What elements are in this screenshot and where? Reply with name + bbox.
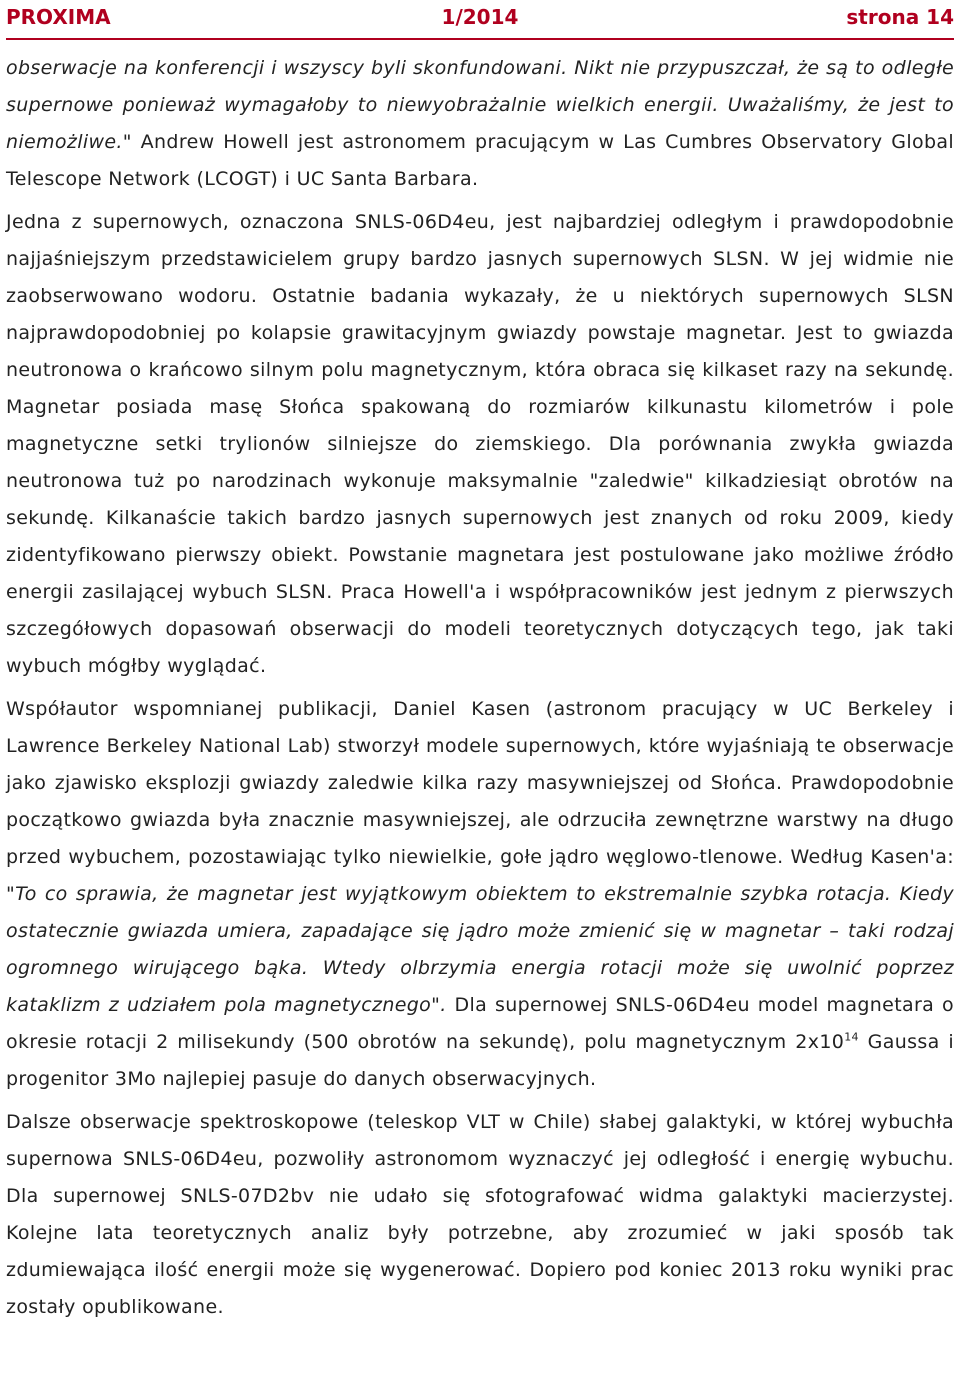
paragraph-3-intro: Współautor wspomnianej publikacji, Daniel Kasen (astronom pracujący w UC Berkeley i Lawrence Berkeley National Lab) stworzył modele supernowych, które wyjaśniają te obserwacje jako zjawisko eksplozji gwiazdy zaledwie kilka razy masywniejszej od Słońca. Prawdopodobnie początkowo gwiazda była znacznie masywniejszej, ale odrzuciła zewnętrzne warstwy na długo przed wybuchem, pozostawiając tylko niewielkie, gołe jądro węglowo-tlenowe. Według Kasen'a: " (6, 698, 954, 905)
paragraph-2 (6, 204, 954, 685)
article-body (6, 50, 954, 1326)
paragraph-2-text: Jedna z supernowych, oznaczona SNLS-06D4eu, jest najbardziej odległym i prawdopodobnie najjaśniejszym przedstawicielem grupy bardzo jasnych supernowych SLSN. W jej widmie nie zaobserwowano wodoru. Ostatnie badania wykazały, że u niektórych supernowych SLSN najprawdopodobniej po kolapsie grawitacyjnym gwiazdy powstaje magnetar. Jest to gwiazda neutronowa o krańcowo silnym polu magnetycznym, która obraca się kilkaset razy na sekundę. Magnetar posiada masę Słońca spakowaną do rozmiarów kilkunastu kilometrów i pole magnetyczne setki trylionów silniejsze do ziemskiego. Dla porównania zwykła gwiazda neutronowa tuż po narodzinach wykonuje maksymalnie "zaledwie" kilkadziesiąt obrotów na sekundę. Kilkanaście takich bardzo jasnych supernowych jest znanych od roku 2009, kiedy zidentyfikowano pierwszy obiekt. Powstanie magnetara jest postulowane jako możliwe źródło energii zasilającej wybuch SLSN. Praca Howell'a i współpracowników jest jednym z pierwszych szczegółowych dopasowań obserwacji do modeli teoretycznych dotyczących tego, jak taki wybuch mógłby wyglądać. (6, 211, 954, 677)
exponent: 14 (844, 1030, 859, 1044)
magazine-title: PROXIMA (6, 5, 111, 29)
page-header (6, 2, 954, 32)
paragraph-4 (6, 1104, 954, 1326)
page-number: strona 14 (846, 5, 954, 29)
issue-number: 1/2014 (441, 5, 519, 29)
paragraph-3-body: Dla supernowej SNLS-06D4eu model magnetara o okresie rotacji 2 milisekundy (500 obrotów na sekundę), polu magnetycznym 2x10 (6, 994, 954, 1053)
kasen-quote: To co sprawia, że magnetar jest wyjątkowym obiektem to ekstremalnie szybka rotacja. Kiedy ostatecznie gwiazda umiera, zapadające się jądro może zmienić się w magnetar – taki rodzaj ogromnego wirującego bąka. Wtedy olbrzymia energia rotacji może się uwolnić poprzez kataklizm z udziałem pola magnetycznego". (6, 883, 954, 1016)
quote-continuation: obserwacje na konferencji i wszyscy byli skonfundowani. Nikt nie przypuszczał, że są to odległe supernowe ponieważ wymagałoby to niewyobrażalnie wielkich energii. Uważaliśmy, że jest to niemożliwe. (6, 57, 954, 153)
header-divider (6, 38, 954, 40)
paragraph-3-end: Gaussa i progenitor 3Mo najlepiej pasuje do danych obserwacyjnych. (6, 1031, 954, 1090)
paragraph-3 (6, 691, 954, 1098)
paragraph-4-text: Dalsze obserwacje spektroskopowe (teleskop VLT w Chile) słabej galaktyki, w której wybuchła supernowa SNLS-06D4eu, pozwoliły astronomom wyznaczyć jej odległość i energię wybuchu. Dla supernowej SNLS-07D2bv nie udało się sfotografować widma galaktyki macierzystej. Kolejne lata teoretycznych analiz były potrzebne, aby zrozumieć w jaki sposób tak zdumiewająca ilość energii może się wygenerować. Dopiero pod koniec 2013 roku wyniki prac zostały opublikowane. (6, 1111, 954, 1318)
paragraph-1-text: " Andrew Howell jest astronomem pracującym w Las Cumbres Observatory Global Telescope Network (LCOGT) i UC Santa Barbara. (6, 131, 954, 190)
paragraph-1 (6, 50, 954, 198)
